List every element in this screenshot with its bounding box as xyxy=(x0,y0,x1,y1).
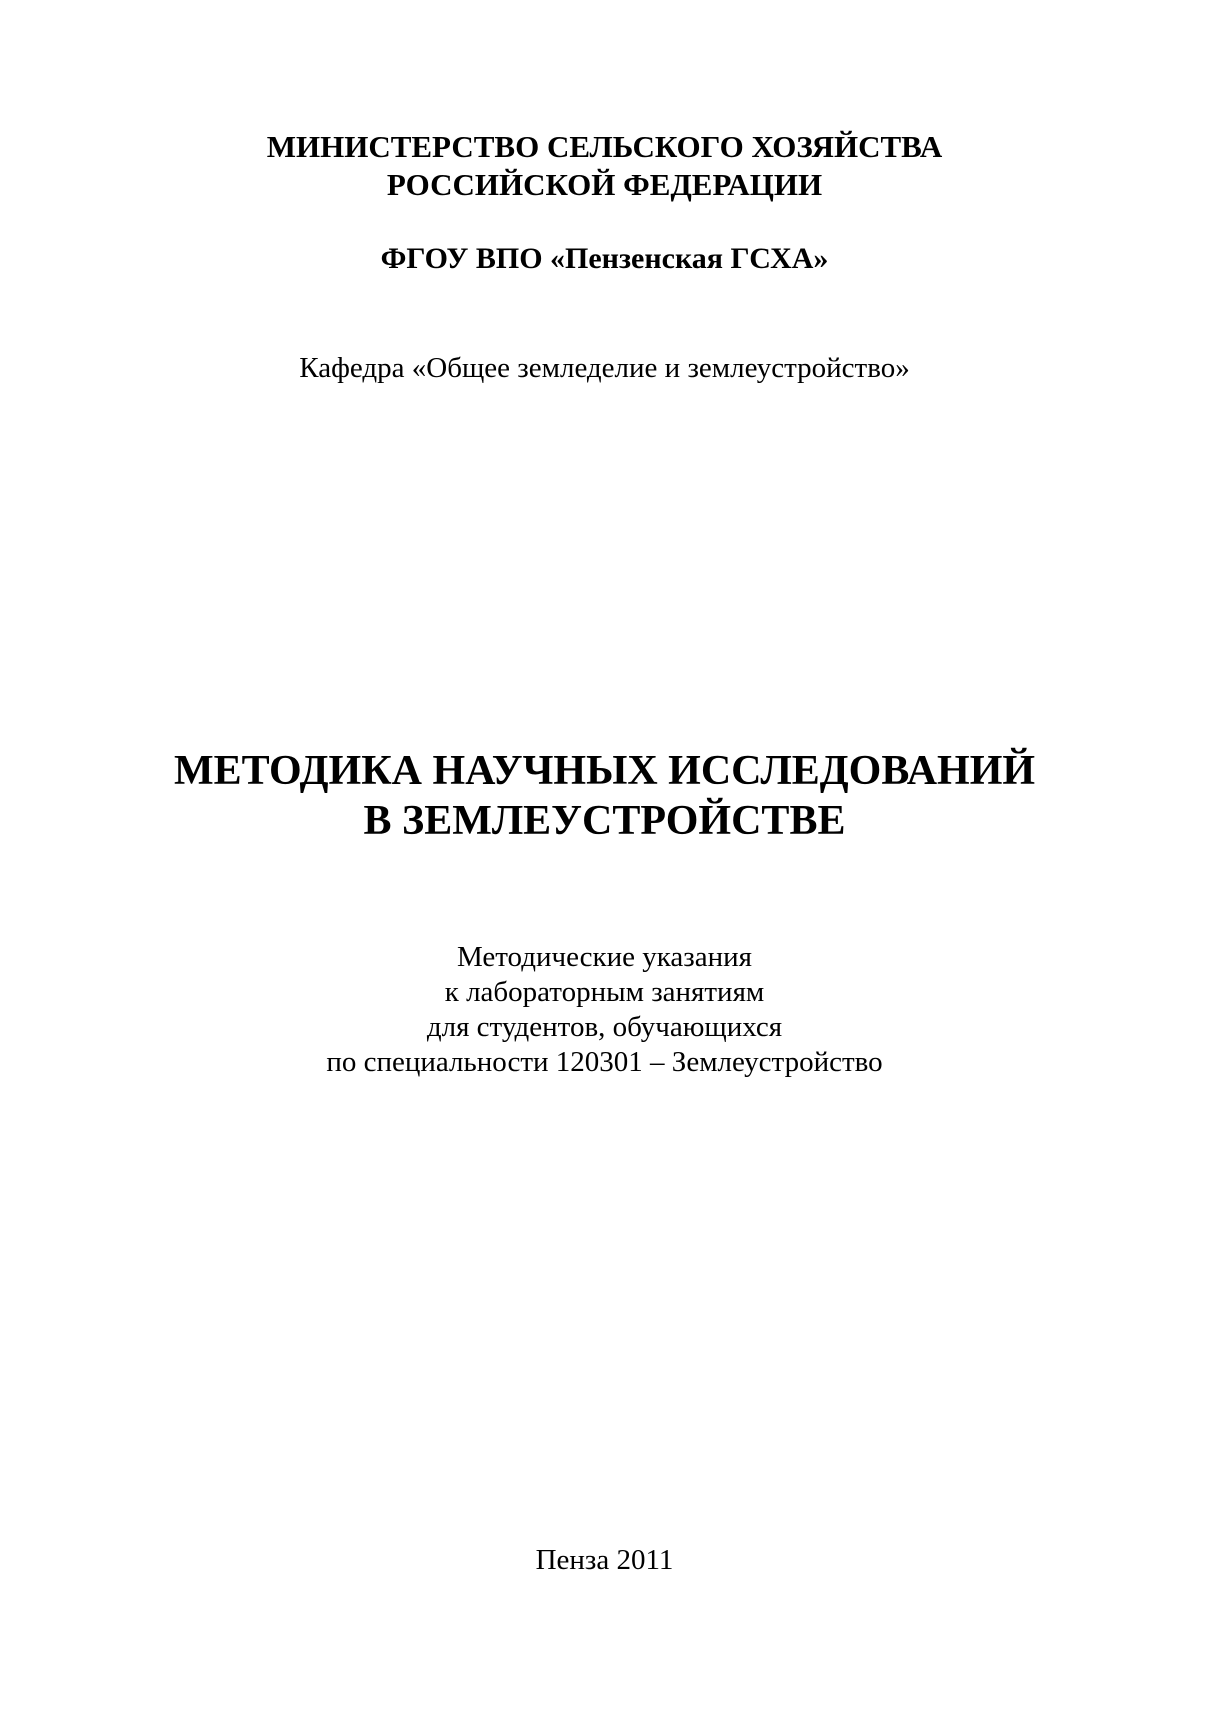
ministry-line-2: РОССИЙСКОЙ ФЕДЕРАЦИИ xyxy=(386,167,823,202)
title-line-2: В ЗЕМЛЕУСТРОЙСТВЕ xyxy=(363,798,846,844)
place-and-year xyxy=(0,1542,1209,1578)
title-line-1: МЕТОДИКА НАУЧНЫХ ИССЛЕДОВАНИЙ xyxy=(173,748,1036,794)
institution-name xyxy=(0,240,1209,278)
subtitle-line-1: Методические указания xyxy=(456,941,752,973)
department-line: Кафедра «Общее земледелие и землеустройство» xyxy=(299,352,910,384)
ministry-heading xyxy=(0,128,1209,204)
place-year-line: Пенза 2011 xyxy=(535,1544,674,1576)
document-subtitle xyxy=(0,940,1209,1080)
ministry-line-1: МИНИСТЕРСТВО СЕЛЬСКОГО ХОЗЯЙСТВА xyxy=(266,129,943,164)
subtitle-line-2: к лабораторным занятиям xyxy=(444,976,765,1008)
subtitle-line-3: для студентов, обучающихся xyxy=(426,1011,783,1043)
document-title xyxy=(0,746,1209,846)
department-name xyxy=(0,350,1209,386)
institution-line: ФГОУ ВПО «Пензенская ГСХА» xyxy=(380,242,829,275)
subtitle-line-4: по специальности 120301 – Землеустройство xyxy=(326,1046,883,1078)
